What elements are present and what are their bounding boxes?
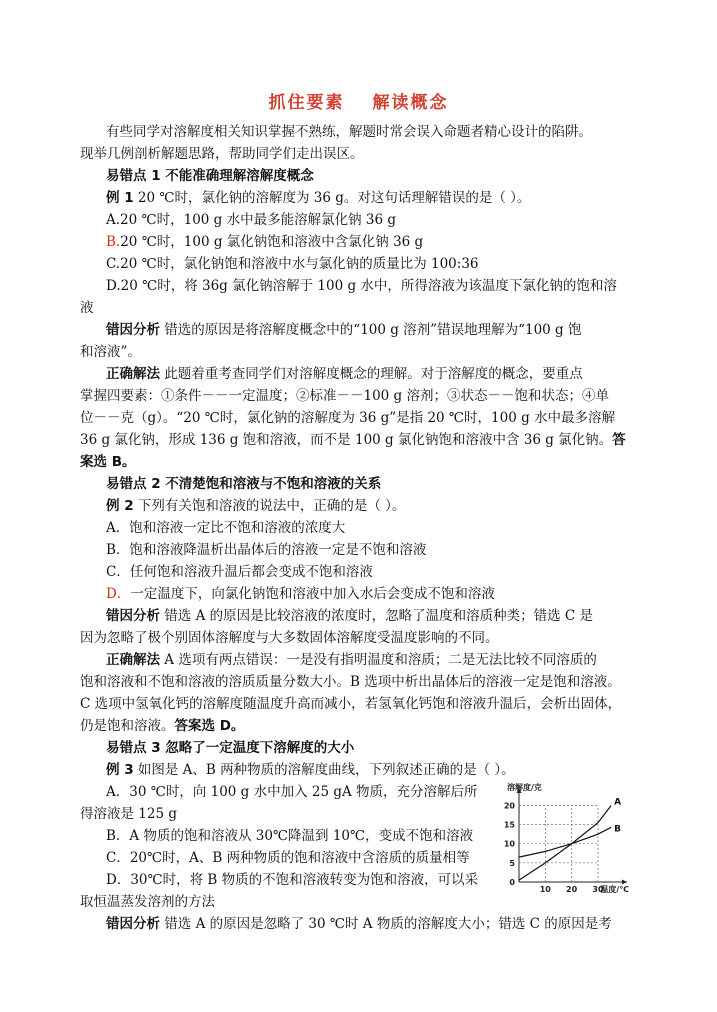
section-2-heading: 易错点 2 不清楚饱和溶液与不饱和溶液的关系: [106, 476, 382, 492]
example-2-error-analysis-cont: 因为忽略了极个别固体溶解度与大多数固体溶解度受温度影响的不同。: [80, 630, 499, 646]
example-2-solution-line-4: 仍是饱和溶液。答案选 D。: [80, 718, 245, 734]
series-line-A: [519, 805, 611, 880]
example-2-solution-line-2: 饱和溶液和不饱和溶液的溶质质量分数大小。B 选项中析出晶体后的溶液一定是饱和溶液。: [80, 674, 621, 690]
example-1-error-analysis-cont: 和溶液”。: [80, 344, 141, 360]
series-label-A: A: [614, 797, 622, 808]
example-2-error-analysis: 错因分析 错选 A 的原因是比较溶液的浓度时，忽略了温度和溶质种类；错选 C 是: [106, 608, 594, 624]
example-3-option-d: D．30℃时，将 B 物质的不饱和溶液转变为饱和溶液，可以采: [106, 872, 479, 888]
example-1-answer: 案选 B。: [80, 454, 136, 470]
x-axis-label: 温度/℃: [600, 885, 629, 894]
example-1-question: 例 1 20 ℃时，氯化钠的溶解度为 36 g。对这句话理解错误的是（ ）。: [106, 190, 531, 206]
y-tick-label-15: 15: [503, 820, 515, 830]
intro-line-1: 有些同学对溶解度相关知识掌握不熟练，解题时常会误入命题者精心设计的陷阱。: [106, 124, 592, 140]
intro-line-2: 现举几例剖析解题思路，帮助同学们走出误区。: [80, 146, 364, 162]
example-2-option-c: C．任何饱和溶液升温后都会变成不饱和溶液: [106, 564, 373, 580]
section-1-heading: 易错点 1 不能准确理解溶解度概念: [106, 168, 314, 184]
y-tick-label-20: 20: [503, 801, 515, 811]
example-2-option-a: A．饱和溶液一定比不饱和溶液的浓度大: [106, 520, 346, 536]
example-2-solution: 正确解法 A 选项有两点错误：一是没有指明温度和溶质；二是无法比较不同溶质的: [106, 652, 597, 668]
example-3-option-d-cont: 取恒温蒸发溶剂的方法: [80, 894, 215, 910]
example-1-solution: 正确解法 此题着重考查同学们对溶解度概念的理解。对于溶解度的概念，要重点: [106, 366, 583, 382]
example-3-option-c: C．20℃时，A、B 两种物质的饱和溶液中含溶质的质量相等: [106, 850, 470, 866]
example-1-option-d: D.20 ℃时，将 36g 氯化钠溶解于 100 g 水中，所得溶液为该温度下氯化钠的饱和溶: [106, 278, 617, 294]
example-3-question: 例 3 如图是 A、B 两种物质的溶解度曲线，下列叙述正确的是（ ）。: [106, 762, 515, 778]
y-axis-label: 溶解度/克: [507, 783, 542, 792]
example-1-solution-line-4: 36 g 氯化钠，形成 136 g 饱和溶液，而不是 100 g 氯化钠饱和溶液中含 36 g 氯化钠。答: [80, 432, 626, 448]
example-3-option-b: B．A 物质的饱和溶液从 30℃降温到 10℃，变成不饱和溶液: [106, 828, 474, 844]
example-3-error-analysis: 错因分析 错选 A 的原因是忽略了 30 ℃时 A 物质的溶解度大小；错选 C 的原因是考: [106, 916, 612, 932]
example-3-option-a: A．30 ℃时，向 100 g 水中加入 25 gA 物质，充分溶解后所: [106, 784, 478, 800]
y-tick-label-10: 10: [503, 839, 515, 849]
section-3-heading: 易错点 3 忽略了一定温度下溶解度的大小: [106, 740, 355, 756]
y-tick-label-5: 5: [509, 858, 515, 868]
x-tick-label-30: 30: [592, 885, 604, 894]
example-2-question: 例 2 下列有关饱和溶液的说法中，正确的是（ ）。: [106, 498, 406, 514]
page-title: 抓住要素 解读概念: [268, 93, 449, 113]
series-label-B: B: [614, 824, 621, 835]
example-1-option-b: B.20 ℃时，100 g 氯化钠饱和溶液中含氯化钠 36 g: [106, 234, 424, 250]
example-1-error-analysis: 错因分析 错选的原因是将溶解度概念中的“100 g 溶剂”错误地理解为“100 g 饱: [106, 322, 582, 338]
example-2-solution-line-3: C 选项中氢氧化钙的溶解度随温度升高而减小，若氢氧化钙饱和溶液升温后，会析出固体，: [80, 696, 622, 712]
x-axis-arrow: [622, 880, 627, 885]
example-1-option-d-cont: 液: [80, 300, 94, 316]
solubility-chart: [500, 782, 650, 894]
example-1-option-c: C.20 ℃时，氯化钠饱和溶液中水与氯化钠的质量比为 100:36: [106, 256, 479, 272]
example-3-option-a-cont: 得溶液是 125 g: [80, 806, 177, 822]
example-1-solution-line-2: 掌握四要素：①条件－－一定温度；②标准－－100 g 溶剂；③状态－－饱和状态；④单: [80, 388, 609, 404]
example-2-option-d: D．一定温度下，向氯化钠饱和溶液中加入水后会变成不饱和溶液: [106, 586, 495, 602]
x-tick-label-20: 20: [566, 885, 578, 894]
example-1-option-a: A.20 ℃时，100 g 水中最多能溶解氯化钠 36 g: [106, 212, 397, 228]
example-2-option-b: B．饱和溶液降温析出晶体后的溶液一定是不饱和溶液: [106, 542, 427, 558]
series-line-B: [519, 827, 611, 857]
origin-label: 0: [509, 878, 515, 887]
x-tick-label-10: 10: [539, 885, 551, 894]
example-1-solution-line-3: 位－－克（g）。“20 ℃时，氯化钠的溶解度为 36 g”是指 20 ℃时，100 g 水中最多溶解: [80, 410, 616, 426]
